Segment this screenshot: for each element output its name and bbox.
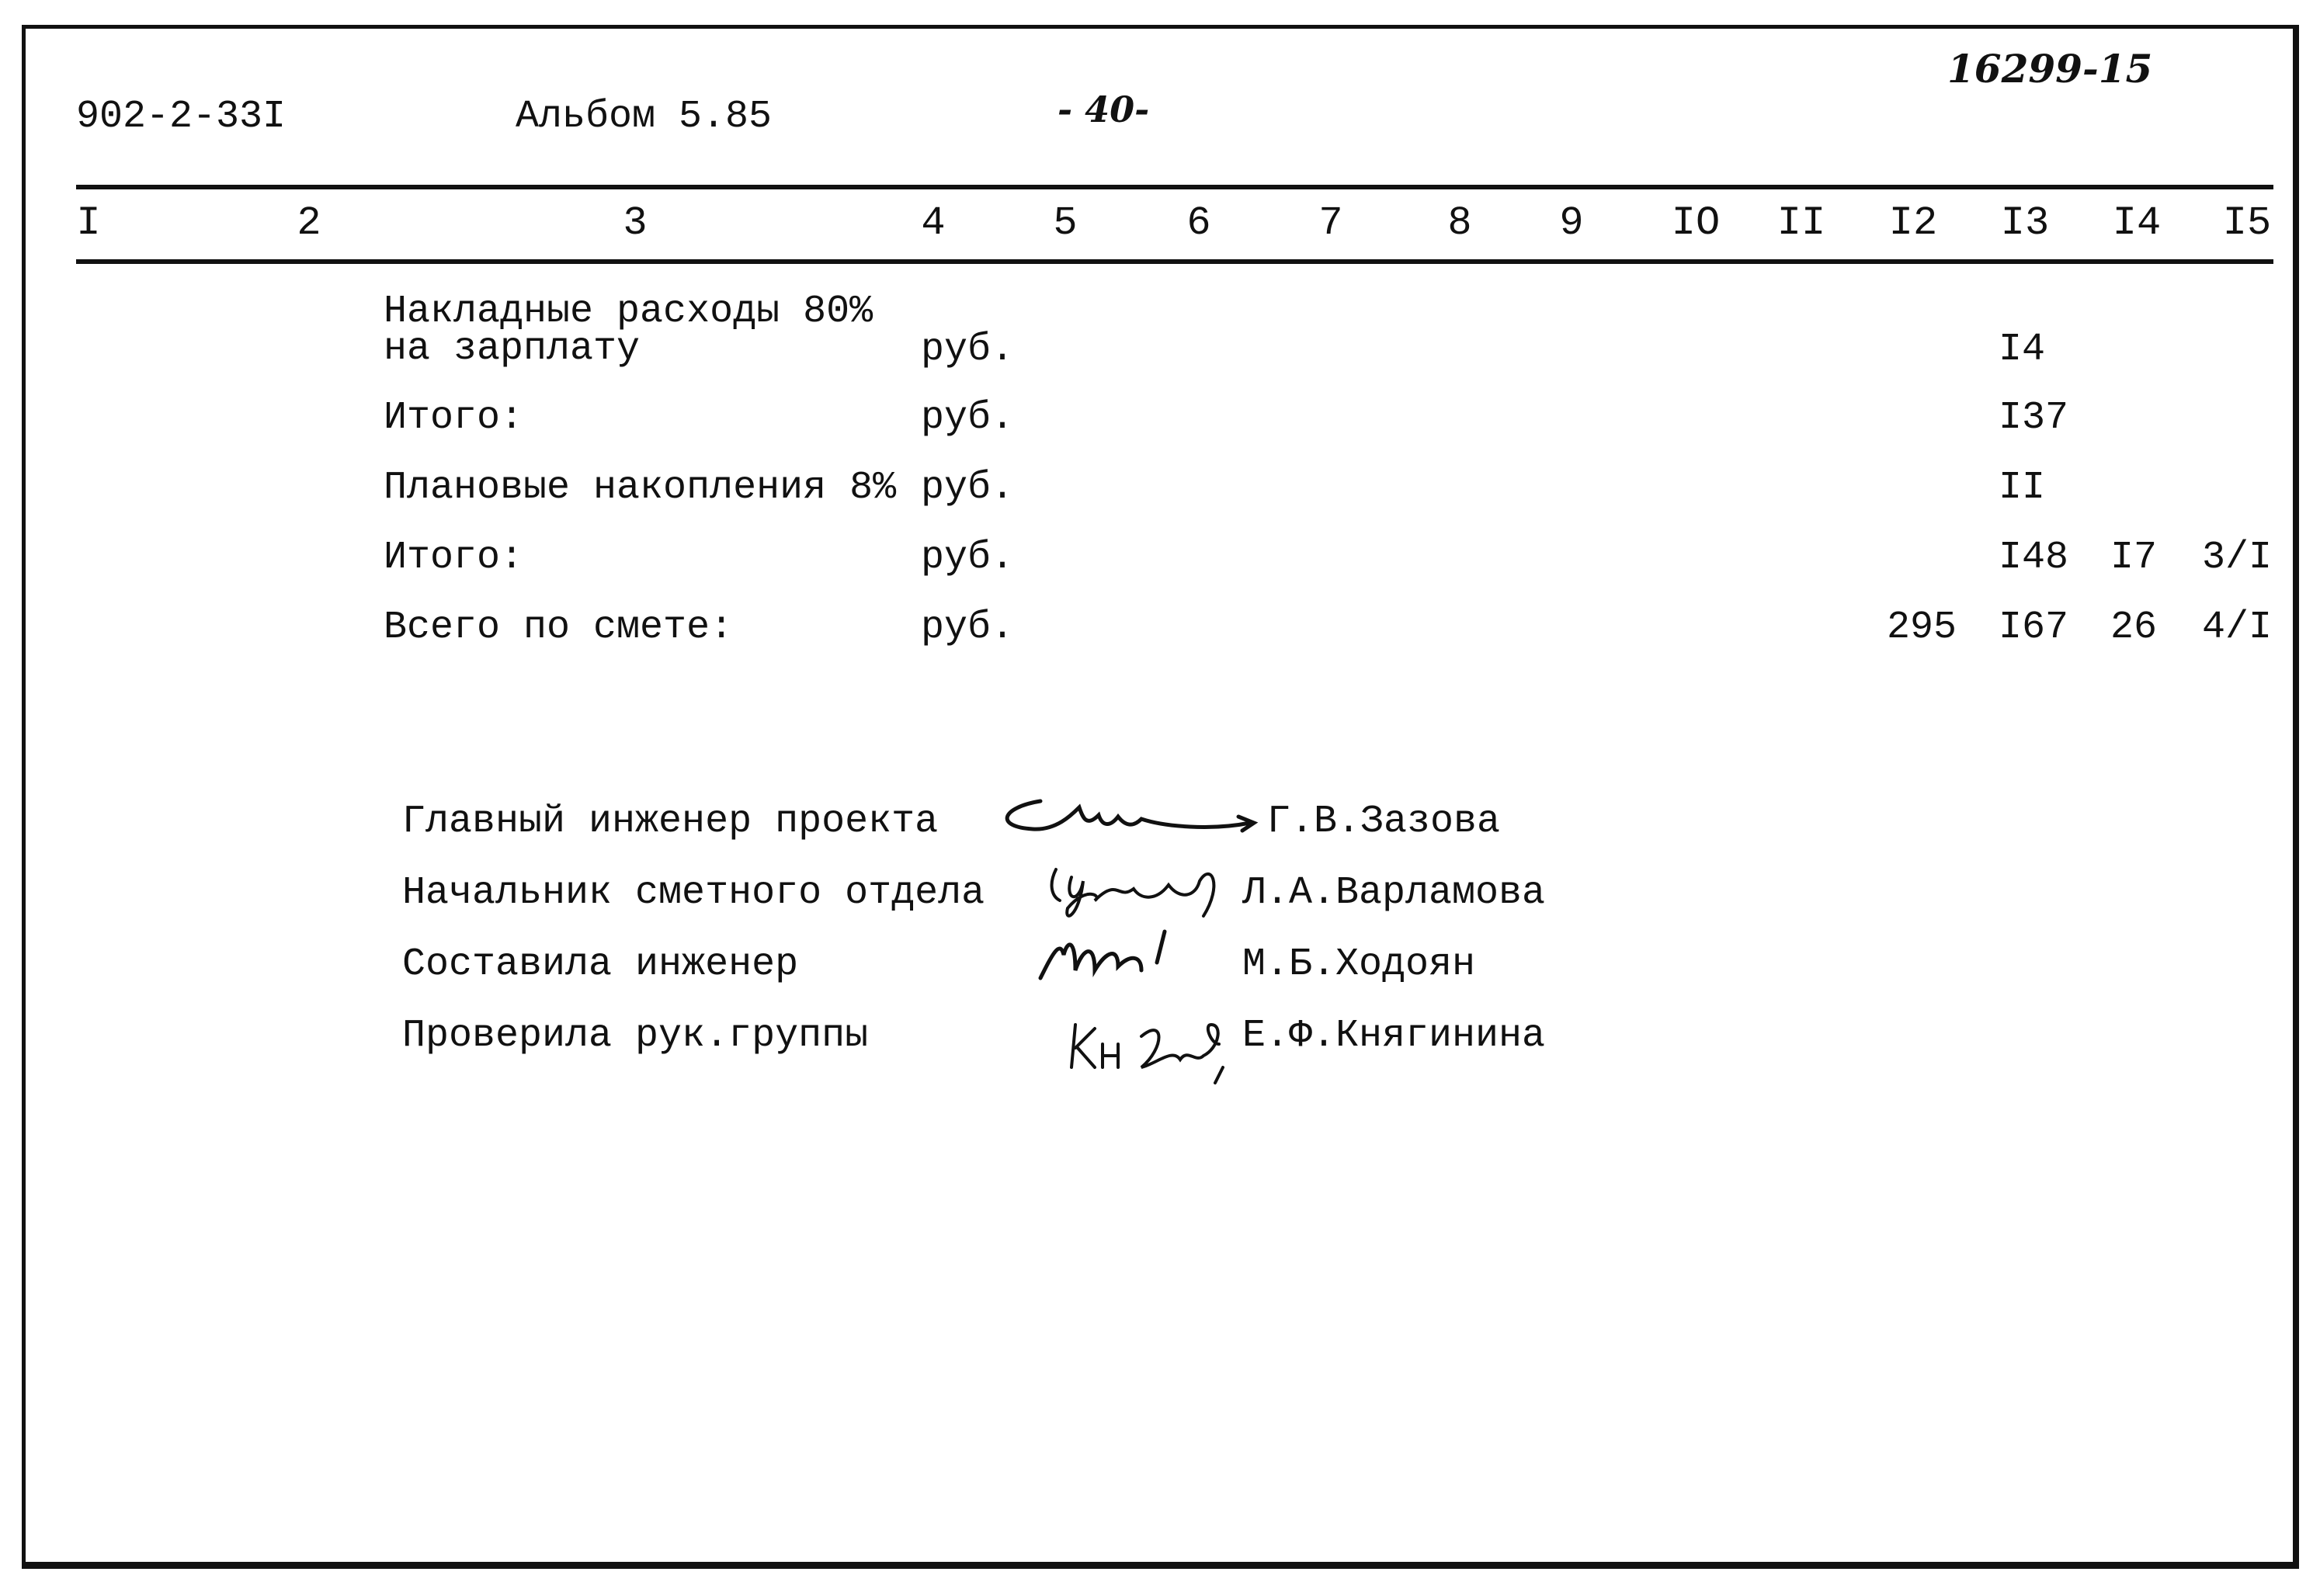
row-4-col14: I7 [2110,536,2158,580]
signature-name-2: Л.А.Варламова [1242,871,1546,915]
column-header-5: 5 [1053,200,1078,246]
column-header-7: 7 [1318,200,1343,246]
signature-name-3: М.Б.Ходоян [1242,942,1476,987]
row-5-col15: 4/I [2202,605,2273,650]
column-header-3: 3 [623,200,648,246]
header-top-rule [76,185,2273,189]
column-header-4: 4 [921,200,946,246]
row-3-name: Плановые накопления 8% [384,466,897,510]
stamp-number: 16299-15 [1947,46,2153,92]
row-5-unit: руб. [921,605,1015,650]
column-header-11: II [1776,200,1826,246]
page-number: - 40- [1058,88,1150,130]
signature-role-4: Проверила рук.группы [402,1014,869,1058]
row-1-col13: I4 [1999,328,2046,372]
row-5-col13: I67 [1999,605,2069,650]
signature-role-3: Составила инженер [402,942,799,987]
column-header-8: 8 [1447,200,1472,246]
column-header-15: I5 [2222,200,2272,246]
signature-name-4: Е.Ф.Княгинина [1242,1014,1546,1058]
column-header-1: I [76,200,101,246]
column-header-12: I2 [1888,200,1938,246]
row-2-name: Итого: [384,396,524,440]
row-5-col14: 26 [2110,605,2158,650]
column-header-2: 2 [297,200,321,246]
row-4-col13: I48 [1999,536,2069,580]
row-5-name: Всего по смете: [384,605,734,650]
row-2-col13: I37 [1999,396,2069,440]
column-header-10: IO [1671,200,1721,246]
row-5-col12: 295 [1887,605,1957,650]
row-3-unit: руб. [921,466,1015,510]
column-header-6: 6 [1186,200,1211,246]
signature-role-1: Главный инженер проекта [402,800,939,844]
row-1-unit: руб. [921,328,1015,372]
signature-scribble-4 [1064,1001,1250,1087]
signature-scribble-1 [986,784,1266,854]
row-2-unit: руб. [921,396,1015,440]
row-3-col13: II [1999,466,2046,510]
signature-role-2: Начальник сметного отдела [402,871,985,915]
album-number: Альбом 5.85 [516,95,773,139]
document-code: 902-2-33I [76,95,287,139]
column-header-14: I4 [2112,200,2162,246]
row-4-col15: 3/I [2202,536,2273,580]
signature-scribble-3 [1033,924,1211,994]
column-header-9: 9 [1559,200,1584,246]
column-header-13: I3 [2000,200,2050,246]
signature-name-1: Г.В.Зазова [1267,800,1501,844]
header-bottom-rule [76,259,2273,264]
row-1-name: Накладные расходы 80% на зарплату [384,290,873,371]
row-4-name: Итого: [384,536,524,580]
row-4-unit: руб. [921,536,1015,580]
